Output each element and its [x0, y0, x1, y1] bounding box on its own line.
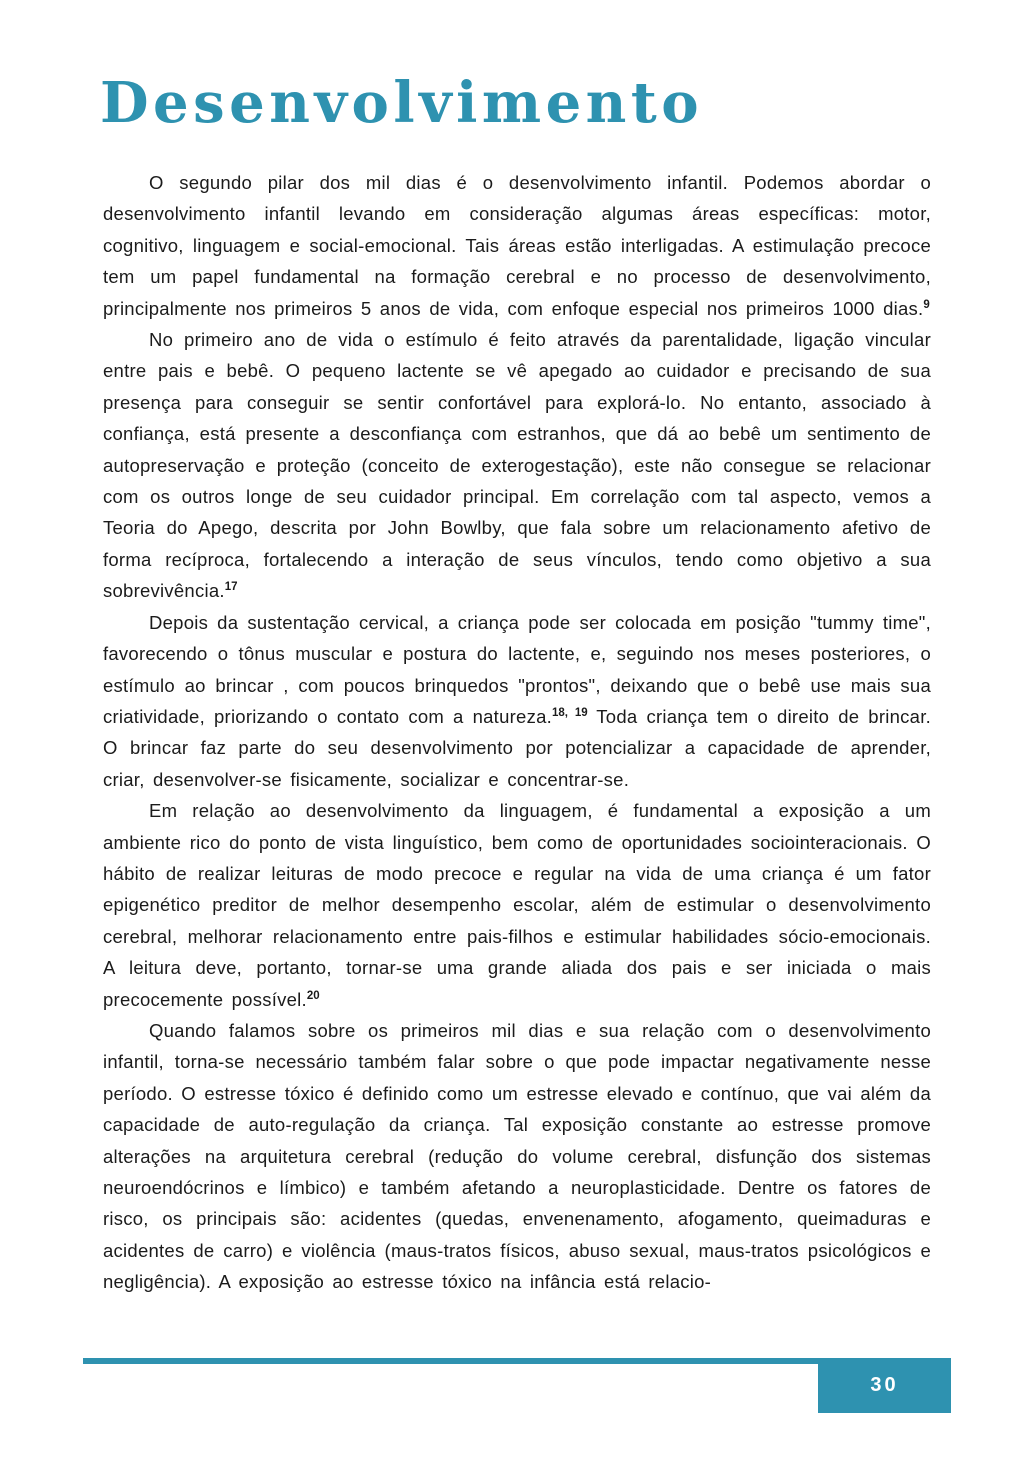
paragraph-text: Quando falamos sobre os primeiros mil dias e sua relação com o desenvolvimento infantil, torna-se necessário também falar sobre o que pode impactar negativamente nesse período. O estresse tóxico é definido como um estresse elevado e contínuo, que vai além da capacidade de auto-regulação da criança. Tal exposição constante ao estresse promove alterações na arquitetura cerebral (redução do volume cerebral, disfunção dos sistemas neuroendócrinos e límbico) e também afetando a neuroplasticidade. Dentre os fatores de risco, os principais são: acidentes (quedas, envenenamento, afogamento, queimaduras e acidentes de carro) e violência (maus-tratos físicos, abuso sexual, maus-tratos psicológicos e negligência). A exposição ao estresse tóxico na infância está relacio- [103, 1019, 931, 1293]
page-number: 30 [870, 1374, 899, 1396]
page-title: Desenvolvimento [100, 70, 704, 136]
paragraph-text: Em relação ao desenvolvimento da linguagem, é fundamental a exposição a um ambiente rico do ponto de vista linguístico, bem como de oportunidades sociointeracionais. O hábito de realizar leituras de modo precoce e regular na vida de uma criança é um fator epigenético preditor de melhor desempenho escolar, além de estimular o desenvolvimento cerebral, melhorar relacionamento entre pais-filhos e estimular habilidades sócio-emocionais. A leitura deve, portanto, tornar-se uma grande aliada dos pais e ser iniciada o mais precocemente possível. [103, 800, 931, 1010]
footer-rule [83, 1358, 822, 1364]
document-body [103, 167, 931, 1298]
page-number-badge [818, 1358, 951, 1413]
paragraph-text: Toda criança tem o direito de brincar. O brincar faz parte do seu desenvolvimento por potencializar a capacidade de aprender, criar, desenvolver-se fisicamente, socializar e concentrar-se. [103, 705, 931, 790]
paragraph-text: O segundo pilar dos mil dias é o desenvolvimento infantil. Podemos abordar o desenvolvimento infantil levando em consideração algumas áreas específicas: motor, cognitivo, linguagem e social-emocional. Tais áreas estão interligadas. A estimulação precoce tem um papel fundamental na formação cerebral e no processo de desenvolvimento, principalmente nos primeiros 5 anos de vida, com enfoque especial nos primeiros 1000 dias. [103, 172, 931, 319]
reference-superscript: 18, 19 [552, 706, 588, 719]
paragraph [103, 324, 931, 607]
paragraph [103, 1015, 931, 1298]
reference-superscript: 9 [923, 298, 930, 311]
reference-superscript: 17 [224, 581, 238, 594]
paragraph [103, 607, 931, 795]
paragraph-text: No primeiro ano de vida o estímulo é feito através da parentalidade, ligação vincular entre pais e bebê. O pequeno lactente se vê apegado ao cuidador e precisando de sua presença para conseguir se sentir confortável para explorá-lo. No entanto, associado à confiança, está presente a desconfiança com estranhos, que dá ao bebê um sentimento de autopreservação e proteção (conceito de exterogestação), este não consegue se relacionar com os outros longe de seu cuidador principal. Em correlação com tal aspecto, vemos a Teoria do Apego, descrita por John Bowlby, que fala sobre um relacionamento afetivo de forma recíproca, fortalecendo a interação de seus vínculos, tendo como objetivo a sua sobrevivência. [103, 329, 931, 602]
paragraph [103, 795, 931, 1015]
paragraph [103, 167, 931, 324]
paragraph-text: Depois da sustentação cervical, a criança pode ser colocada em posição "tummy time", favorecendo o tônus muscular e postura do lactente, e, seguindo nos meses posteriores, o estímulo ao brincar , com poucos brinquedos "prontos", deixando que o bebê use mais sua criatividade, priorizando o contato com a natureza. [103, 611, 931, 727]
reference-superscript: 20 [306, 989, 320, 1002]
